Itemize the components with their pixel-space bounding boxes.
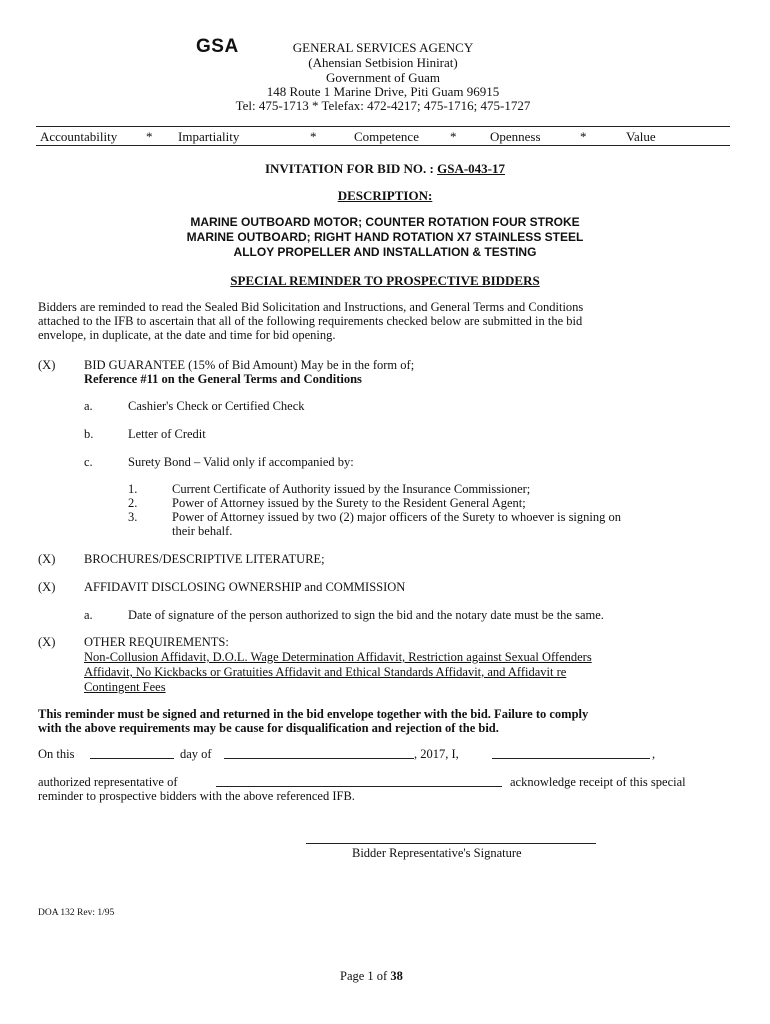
form-acknowledge: acknowledge receipt of this special: [510, 775, 686, 789]
affidavit-note: Date of signature of the person authorized to sign the bid and the notary date must be the same.: [128, 608, 604, 622]
check-mark: (X): [38, 552, 56, 566]
motto-impartiality: Impartiality: [178, 129, 240, 144]
option-letter: a.: [84, 608, 93, 622]
intro-line: Bidders are reminded to read the Sealed Bid Solicitation and Instructions, and General Terms and Conditions: [38, 300, 584, 314]
motto-separator: *: [310, 129, 317, 144]
option-letter: c.: [84, 455, 93, 469]
option-cashiers-check: Cashier's Check or Certified Check: [128, 399, 305, 413]
motto-competence: Competence: [354, 129, 419, 144]
motto-separator: *: [146, 129, 153, 144]
check-mark: (X): [38, 358, 56, 372]
motto-openness: Openness: [490, 129, 541, 144]
form-comma: ,: [652, 747, 656, 761]
surety-requirement: Power of Attorney issued by two (2) major officers of the Surety to whoever is signing on: [172, 510, 621, 524]
option-letter: a.: [84, 399, 93, 413]
motto-rule: [36, 145, 730, 146]
brochures-title: BROCHURES/DESCRIPTIVE LITERATURE;: [84, 552, 325, 566]
bid-number: GSA-043-17: [437, 161, 506, 176]
description-heading: DESCRIPTION:: [337, 188, 433, 203]
contact-line: Tel: 475-1713 * Telefax: 472-4217; 475-1716; 475-1727: [235, 98, 531, 113]
surety-requirement: Current Certificate of Authority issued by the Insurance Commissioner;: [172, 482, 531, 496]
other-requirement-line: Affidavit, No Kickbacks or Gratuities Affidavit and Ethical Standards Affidavit, and Affidavit re: [84, 665, 567, 679]
motto-separator: *: [580, 129, 587, 144]
warning-line: with the above requirements may be cause for disqualification and rejection of the bid.: [38, 721, 499, 735]
other-requirements-title: OTHER REQUIREMENTS:: [84, 635, 229, 649]
other-requirement-line: Non-Collusion Affidavit, D.O.L. Wage Determination Affidavit, Restriction against Sexual Offenders: [84, 650, 592, 664]
option-letter: b.: [84, 427, 94, 441]
surety-num: 3.: [128, 510, 138, 524]
address-line: 148 Route 1 Marine Drive, Piti Guam 96915: [266, 84, 500, 99]
intro-line: attached to the IFB to ascertain that all of the following requirements checked below are submitted in the bid: [38, 314, 583, 328]
signature-label: Bidder Representative's Signature: [352, 846, 522, 860]
form-authorized: authorized representative of: [38, 775, 178, 789]
surety-requirement-cont: their behalf.: [172, 524, 233, 538]
reminder-heading: SPECIAL REMINDER TO PROSPECTIVE BIDDERS: [230, 273, 540, 288]
page-number: Page 1 of 38: [340, 969, 403, 983]
option-surety-bond: Surety Bond – Valid only if accompanied by:: [128, 455, 354, 469]
surety-num: 1.: [128, 482, 138, 496]
check-mark: (X): [38, 635, 56, 649]
header-rule: [36, 126, 730, 127]
bid-guarantee-reference: Reference #11 on the General Terms and Conditions: [84, 372, 362, 386]
motto-accountability: Accountability: [40, 129, 118, 144]
invitation-title: INVITATION FOR BID NO. : GSA-043-17: [264, 161, 506, 176]
form-day-of: day of: [180, 747, 212, 761]
agency-name: GENERAL SERVICES AGENCY: [292, 40, 474, 55]
intro-line: envelope, in duplicate, at the date and time for bid opening.: [38, 328, 336, 342]
gsa-logo: GSA: [196, 36, 239, 57]
description-line: MARINE OUTBOARD MOTOR; COUNTER ROTATION FOUR STROKE: [190, 215, 580, 229]
motto-value: Value: [626, 129, 656, 144]
day-field[interactable]: [90, 747, 174, 759]
warning-line: This reminder must be signed and returned in the bid envelope together with the bid. Failure to comply: [38, 707, 589, 721]
signature-line[interactable]: [306, 843, 596, 844]
form-code: DOA 132 Rev: 1/95: [38, 908, 115, 918]
agency-native-name: (Ahensian Setbision Hinirat): [308, 55, 458, 70]
description-line: MARINE OUTBOARD; RIGHT HAND ROTATION X7 STAINLESS STEEL: [186, 230, 584, 244]
representative-name-field[interactable]: [492, 747, 650, 759]
other-requirement-line: Contingent Fees: [84, 680, 166, 694]
option-letter-of-credit: Letter of Credit: [128, 427, 206, 441]
motto-separator: *: [450, 129, 457, 144]
form-year: , 2017, I,: [414, 747, 459, 761]
form-on-this: On this: [38, 747, 75, 761]
surety-num: 2.: [128, 496, 138, 510]
company-name-field[interactable]: [216, 775, 502, 787]
bid-guarantee-title: BID GUARANTEE (15% of Bid Amount) May be in the form of;: [84, 358, 415, 372]
surety-requirement: Power of Attorney issued by the Surety to the Resident General Agent;: [172, 496, 526, 510]
form-reminder-line: reminder to prospective bidders with the above referenced IFB.: [38, 789, 355, 803]
check-mark: (X): [38, 580, 56, 594]
affidavit-title: AFFIDAVIT DISCLOSING OWNERSHIP and COMMISSION: [84, 580, 406, 594]
month-field[interactable]: [224, 747, 414, 759]
government-line: Government of Guam: [325, 70, 441, 85]
description-line: ALLOY PROPELLER AND INSTALLATION & TESTING: [233, 245, 537, 259]
